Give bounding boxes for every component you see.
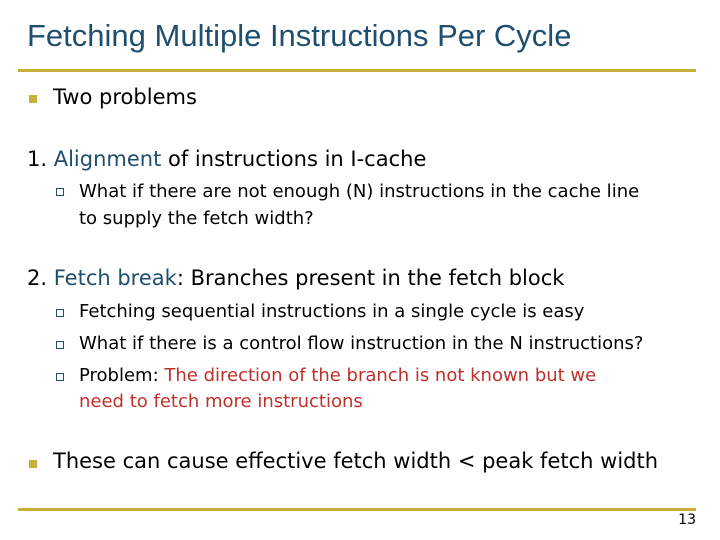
item-2-number: 2. <box>27 266 48 290</box>
item-2-sub-3-red-1: The direction of the branch is not known but we <box>164 365 597 386</box>
item-1-sub-line-1: What if there are not enough (N) instructions in the cache line <box>79 181 640 202</box>
hollow-square-bullet-icon <box>56 341 64 349</box>
footer-rule <box>18 508 696 511</box>
slide-title: Fetching Multiple Instructions Per Cycle <box>27 18 572 53</box>
item-2-keyword: Fetch break <box>53 266 177 290</box>
item-1-keyword: Alignment <box>53 147 162 171</box>
item-1-heading <box>27 147 426 171</box>
title-underline <box>18 69 696 72</box>
hollow-square-bullet-icon <box>56 309 64 317</box>
page-number: 13 <box>678 512 696 528</box>
item-2-rest: : Branches present in the fetch block <box>176 266 565 290</box>
item-2-sub-3-red-2: need to fetch more instructions <box>79 391 363 412</box>
square-bullet-icon <box>29 460 37 468</box>
item-2-heading <box>27 266 564 290</box>
hollow-square-bullet-icon <box>56 188 64 196</box>
hollow-square-bullet-icon <box>56 373 64 381</box>
item-1-sub-line-2: to supply the fetch width? <box>79 208 314 229</box>
item-1-rest: of instructions in I-cache <box>161 147 427 171</box>
item-1-number: 1. <box>27 147 48 171</box>
bullet-two-problems: Two problems <box>53 85 197 109</box>
item-2-sub-3-line-1 <box>79 365 596 386</box>
item-2-sub-2: What if there is a control flow instruction in the N instructions? <box>79 333 644 354</box>
square-bullet-icon <box>29 95 37 103</box>
item-2-sub-3-prefix: Problem: <box>79 365 165 386</box>
item-2-sub-1: Fetching sequential instructions in a single cycle is easy <box>79 301 585 322</box>
bullet-conclusion: These can cause effective fetch width < peak fetch width <box>53 449 659 473</box>
